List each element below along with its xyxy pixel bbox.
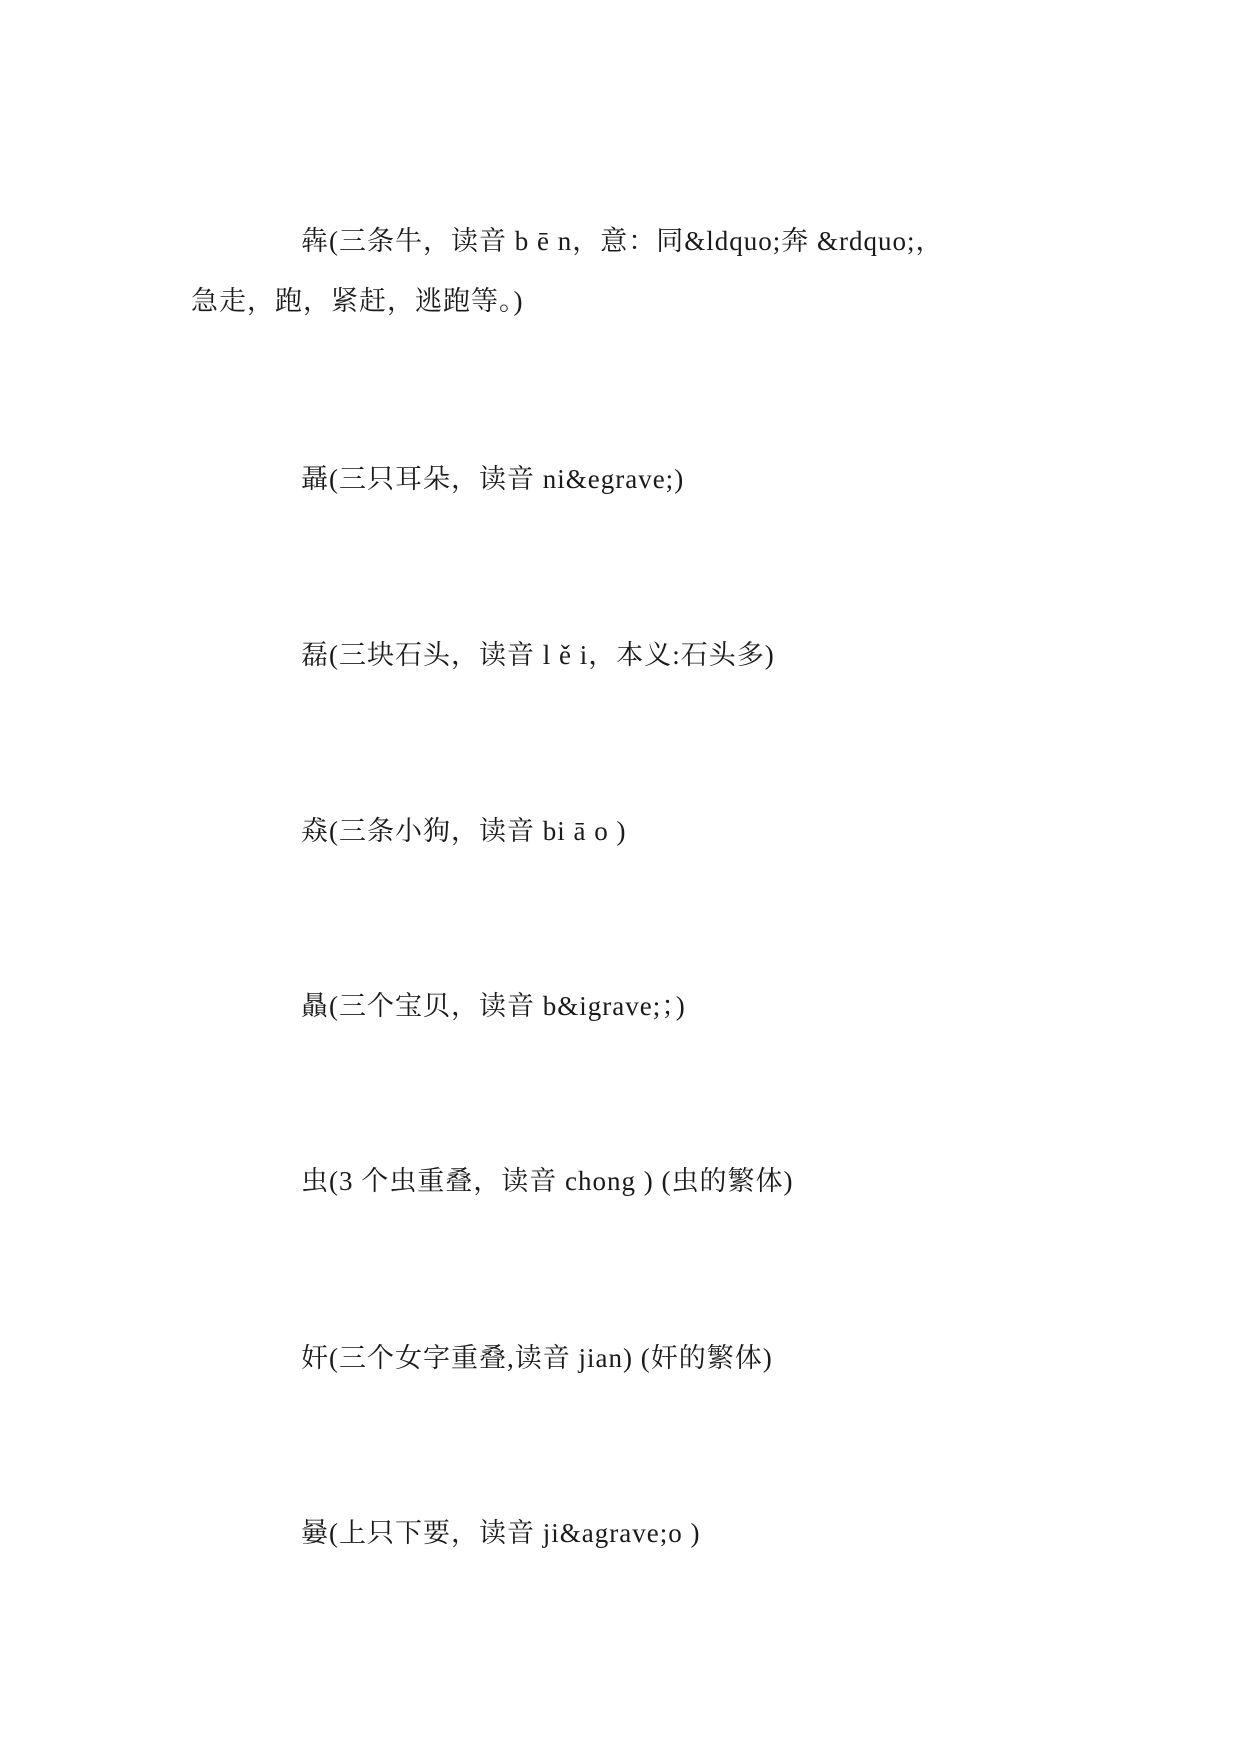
paragraph-8: 嘦(上只下要，读音 ji&agrave;o ) xyxy=(301,1518,701,1548)
paragraph-2: 聶(三只耳朵，读音 ni&egrave;) xyxy=(301,464,685,494)
paragraph-6: 虫(3 个虫重叠，读音 chong ) (虫的繁体) xyxy=(301,1166,794,1196)
paragraph-5: 贔(三个宝贝，读音 b&igrave;；) xyxy=(301,991,686,1021)
paragraph-1-line-2: 急走，跑，紧赶，逃跑等。) xyxy=(191,286,524,316)
paragraph-7: 奸(三个女字重叠,读音 jian) (奸的繁体) xyxy=(301,1343,773,1373)
paragraph-4: 猋(三条小狗，读音 bi ā o ) xyxy=(301,816,627,846)
paragraph-1-line-1: 犇(三条牛，读音 b ē n，意：同&ldquo;奔 &rdquo;， xyxy=(301,226,944,256)
paragraph-3: 磊(三块石头，读音 l ě i，本义:石头多) xyxy=(301,640,775,670)
